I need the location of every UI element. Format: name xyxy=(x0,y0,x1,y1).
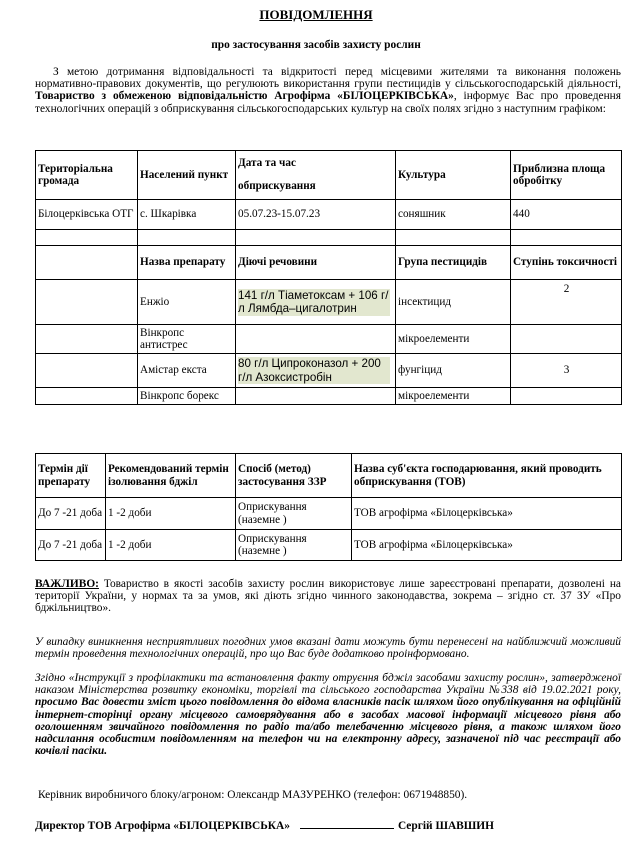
important-note xyxy=(35,578,621,615)
intro-text-1: З метою дотримання відповідальності та відкритості перед місцевими жителями та виконання положень нормативно-правових документів, що регулюють використання групи пестицидів у сільськогосподарській діяльності, xyxy=(35,66,621,91)
prep-name: Вінкропс антистрес xyxy=(138,325,236,354)
prep-active xyxy=(236,280,396,325)
header-duration: Термін дії препарату xyxy=(36,454,106,498)
prep-active-text: 141 г/л Тіаметоксам + 106 г/л Лямбда–цигалотрин xyxy=(238,288,389,315)
term-entity: ТОВ агрофірма «Білоцерківська» xyxy=(352,498,622,530)
law-note-text-2: просимо Вас довести зміст цього повідомлення до відома власників пасік шляхом його опублікування на офіційній інтернет-сторінці органу місцевого самоврядування або в засобах масової інформації місцевого рівня або оголошенням звичайного повідомлення по радіо та/або телебаченню місцевого рівня, а також шляхом його надсилання особистим повідомленням на телефон чи на електронну адресу, зазначеної під час реєстрації або кочівлі пасіки. xyxy=(35,696,621,758)
header-settlement: Населений пункт xyxy=(138,151,236,200)
terms-row xyxy=(36,498,622,530)
schedule-table xyxy=(35,150,622,405)
prep-group: інсектицид xyxy=(396,280,511,325)
terms-row xyxy=(36,530,622,561)
preparation-header-row xyxy=(36,246,622,280)
cell-settlement: с. Шкарівка xyxy=(138,200,236,230)
law-note xyxy=(35,672,621,757)
preparation-row xyxy=(36,325,622,354)
preparation-row xyxy=(36,388,622,405)
director-name: Сергій ШАВШИН xyxy=(397,820,495,832)
intro-paragraph xyxy=(35,66,621,115)
prep-group: мікроелементи xyxy=(396,388,511,405)
term-method: Оприскування (наземне ) xyxy=(236,530,352,561)
terms-table xyxy=(35,453,622,561)
terms-header-row xyxy=(36,454,622,498)
prep-toxicity xyxy=(511,388,622,405)
header-crop: Культура xyxy=(396,151,511,200)
prep-group: мікроелементи xyxy=(396,325,511,354)
prep-toxicity: 3 xyxy=(511,354,622,388)
important-label: ВАЖЛИВО: xyxy=(35,578,99,590)
prep-group: фунгіцид xyxy=(396,354,511,388)
term-duration: До 7 -21 доба xyxy=(36,530,106,561)
header-datetime xyxy=(236,151,396,200)
header-method: Спосіб (метод) застосування ЗЗР xyxy=(236,454,352,498)
term-method: Оприскування (наземне ) xyxy=(236,498,352,530)
prep-active xyxy=(236,388,396,405)
term-duration: До 7 -21 доба xyxy=(36,498,106,530)
director-signature xyxy=(35,818,494,832)
header-community: Територіальна громада xyxy=(36,151,138,200)
director-title: Директор ТОВ Агрофірма «БІЛОЦЕРКІВСЬКА» xyxy=(35,820,290,832)
company-name: Товариство з обмеженою відповідальністю Агрофірма «БІЛОЦЕРКІВСЬКА» xyxy=(35,90,454,103)
preparation-row xyxy=(36,280,622,325)
cell-datetime: 05.07.23-15.07.23 xyxy=(236,200,396,230)
cell-community: Білоцерківська ОТГ xyxy=(36,200,138,230)
term-isolation: 1 -2 доби xyxy=(106,498,236,530)
header-prep-toxicity: Ступінь токсичності xyxy=(511,246,622,280)
intro-text-2: , інформує Вас про проведення технологічних операцій з обприскування сільськогосподарських культур на своїх полях згідно з наступним графіком: xyxy=(35,90,621,115)
header-prep-group: Група пестицидів xyxy=(396,246,511,280)
weather-note: У випадку виникнення несприятливих погодних умов вказані дати можуть бути перенесені на найближчий можливий термін проведення технологічних операцій, про що Вас буде додатково проінформовано. xyxy=(35,636,621,661)
header-entity: Назва суб'єкта господарювання, який проводить обприскування (ТОВ) xyxy=(352,454,622,498)
signature-line xyxy=(300,818,394,829)
prep-active-text: 80 г/л Ципроконазол + 200 г/л Азоксистробін xyxy=(238,357,390,384)
header-isolation: Рекомендований термін ізолювання бджіл xyxy=(106,454,236,498)
header-prep-active: Діючі речовини xyxy=(236,246,396,280)
prep-active xyxy=(236,325,396,354)
cell-crop: соняшник xyxy=(396,200,511,230)
header-area: Приблизна площа обробітку xyxy=(511,151,622,200)
important-text: Товариство в якості засобів захисту рослин використовує лише зареєстровані препарати, дозволені на території України, у нормах та за умов, які діють згідно чинного законодавства, зокрема – згідно ст. 37 ЗУ «Про бджільництво». xyxy=(35,578,621,615)
document-title: ПОВІДОМЛЕННЯ xyxy=(259,7,373,22)
prep-name: Вінкропс борекс xyxy=(138,388,236,405)
head-contact: Керівник виробничого блоку/агроном: Олександр МАЗУРЕНКО (телефон: 0671948850). xyxy=(38,789,468,801)
prep-name: Амістар екста xyxy=(138,354,236,388)
preparation-row xyxy=(36,354,622,388)
header-prep-name: Назва препарату xyxy=(138,246,236,280)
schedule-header-row xyxy=(36,151,622,200)
prep-name: Енжіо xyxy=(138,280,236,325)
header-datetime-line1: Дата та час xyxy=(238,157,296,169)
prep-active xyxy=(236,354,396,388)
schedule-data-row xyxy=(36,200,622,230)
schedule-empty-row xyxy=(36,230,622,246)
prep-toxicity: 2 xyxy=(511,280,622,325)
law-note-text-1: Згідно «Інструкції з профілактики та встановлення факту отруєння бджіл засобами захисту рослин», затвердженої наказом Міністерства розвитку економіки, торгівлі та сільського господарства України №338 від 19.02.2021 року, xyxy=(35,672,621,697)
document-subtitle: про застосування засобів захисту рослин xyxy=(211,39,421,51)
term-entity: ТОВ агрофірма «Білоцерківська» xyxy=(352,530,622,561)
prep-toxicity xyxy=(511,325,622,354)
cell-area: 440 xyxy=(511,200,622,230)
term-isolation: 1 -2 доби xyxy=(106,530,236,561)
header-datetime-line2: обприскування xyxy=(238,180,316,192)
